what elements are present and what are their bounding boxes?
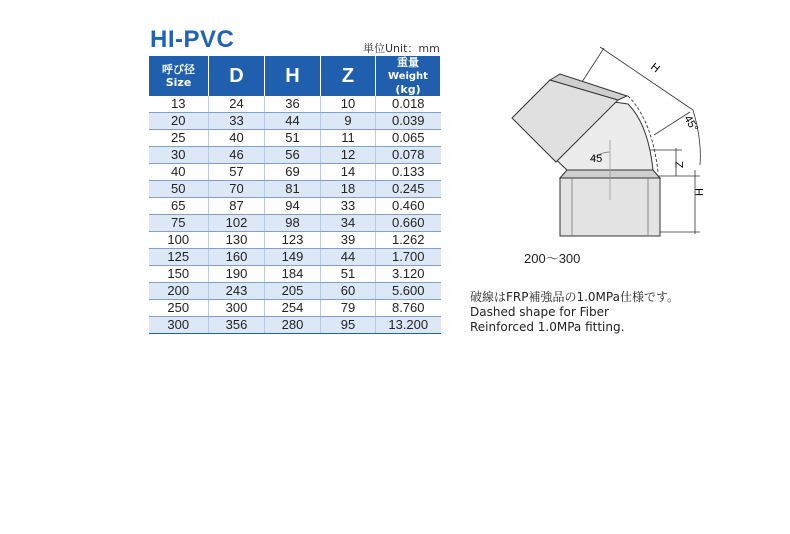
cell-h: 56 — [265, 147, 321, 164]
table-header-row — [149, 56, 441, 96]
table-row — [149, 130, 441, 147]
cell-z: 11 — [321, 130, 376, 147]
header-weight-unit: (kg) — [395, 83, 421, 96]
label-h-top: H — [648, 60, 662, 76]
header-z — [321, 56, 376, 96]
table-row — [149, 198, 441, 215]
cell-weight: 1.262 — [376, 232, 441, 249]
cell-d: 40 — [209, 130, 265, 147]
label-angle-outer: 45° — [681, 113, 701, 134]
cell-h: 254 — [265, 300, 321, 317]
cell-h: 205 — [265, 283, 321, 300]
elbow-45-diagram — [490, 30, 710, 242]
cell-h: 280 — [265, 317, 321, 334]
cell-d: 300 — [209, 300, 265, 317]
cell-size: 30 — [149, 147, 209, 164]
cell-size: 25 — [149, 130, 209, 147]
cell-z: 79 — [321, 300, 376, 317]
table-row — [149, 300, 441, 317]
table-row — [149, 181, 441, 198]
cell-z: 18 — [321, 181, 376, 198]
cell-h: 184 — [265, 266, 321, 283]
header-d — [209, 56, 265, 96]
cell-size: 150 — [149, 266, 209, 283]
cell-d: 190 — [209, 266, 265, 283]
cell-size: 250 — [149, 300, 209, 317]
cell-d: 33 — [209, 113, 265, 130]
size-range-label: 200～300 — [524, 251, 581, 266]
dimension-table — [148, 56, 441, 334]
cell-h: 98 — [265, 215, 321, 232]
header-d-label: D — [229, 64, 244, 87]
cell-z: 10 — [321, 96, 376, 113]
cell-d: 57 — [209, 164, 265, 181]
cell-weight: 0.018 — [376, 96, 441, 113]
table-row — [149, 147, 441, 164]
cell-d: 46 — [209, 147, 265, 164]
cell-z: 14 — [321, 164, 376, 181]
header-h — [265, 56, 321, 96]
cell-weight: 8.760 — [376, 300, 441, 317]
table-row — [149, 164, 441, 181]
cell-h: 69 — [265, 164, 321, 181]
cell-z: 33 — [321, 198, 376, 215]
cell-size: 40 — [149, 164, 209, 181]
cell-weight: 0.133 — [376, 164, 441, 181]
cell-size: 13 — [149, 96, 209, 113]
cell-size: 300 — [149, 317, 209, 334]
cell-weight: 5.600 — [376, 283, 441, 300]
label-z: Z — [674, 161, 686, 168]
label-h-right: H — [694, 188, 706, 196]
cell-d: 70 — [209, 181, 265, 198]
label-angle-inner: 45 — [590, 153, 603, 165]
cell-h: 81 — [265, 181, 321, 198]
cell-size: 200 — [149, 283, 209, 300]
cell-d: 102 — [209, 215, 265, 232]
table-row — [149, 317, 441, 334]
cell-weight: 0.245 — [376, 181, 441, 198]
cell-z: 60 — [321, 283, 376, 300]
cell-weight: 0.078 — [376, 147, 441, 164]
cell-z: 51 — [321, 266, 376, 283]
cell-weight: 0.460 — [376, 198, 441, 215]
cell-weight: 13.200 — [376, 317, 441, 334]
note-en-line1: Dashed shape for Fiber — [470, 305, 609, 319]
ext-line — [580, 48, 604, 85]
cell-weight: 0.660 — [376, 215, 441, 232]
cell-size: 20 — [149, 113, 209, 130]
header-z-label: Z — [341, 64, 355, 87]
cell-d: 356 — [209, 317, 265, 334]
table-row — [149, 266, 441, 283]
cell-d: 160 — [209, 249, 265, 266]
page-title: HI-PVC — [150, 26, 235, 53]
note-en-line2: Reinforced 1.0MPa fitting. — [470, 320, 625, 334]
cell-size: 65 — [149, 198, 209, 215]
header-size — [149, 56, 209, 96]
cell-d: 243 — [209, 283, 265, 300]
cell-z: 34 — [321, 215, 376, 232]
cell-h: 44 — [265, 113, 321, 130]
cell-d: 24 — [209, 96, 265, 113]
header-h-label: H — [285, 64, 300, 87]
fitting-note — [470, 290, 679, 335]
table-row — [149, 96, 441, 113]
cell-z: 95 — [321, 317, 376, 334]
header-weight — [376, 56, 441, 96]
cell-h: 51 — [265, 130, 321, 147]
cell-z: 44 — [321, 249, 376, 266]
table-row — [149, 232, 441, 249]
cell-weight: 3.120 — [376, 266, 441, 283]
table-row — [149, 283, 441, 300]
cell-size: 125 — [149, 249, 209, 266]
cell-h: 94 — [265, 198, 321, 215]
cell-size: 75 — [149, 215, 209, 232]
header-weight-top — [376, 56, 440, 83]
header-weight-en: Weight — [388, 71, 428, 82]
header-weight-jp: 重量 — [397, 56, 419, 69]
cell-d: 87 — [209, 198, 265, 215]
table-row — [149, 215, 441, 232]
table-row — [149, 113, 441, 130]
table-body — [149, 96, 441, 334]
cell-weight: 0.039 — [376, 113, 441, 130]
table-row — [149, 249, 441, 266]
cell-z: 9 — [321, 113, 376, 130]
cell-weight: 1.700 — [376, 249, 441, 266]
header-size-jp: 呼び径 — [162, 63, 195, 76]
cell-d: 130 — [209, 232, 265, 249]
unit-label: 単位Unit：mm — [363, 42, 440, 55]
cell-size: 50 — [149, 181, 209, 198]
cell-size: 100 — [149, 232, 209, 249]
cell-z: 39 — [321, 232, 376, 249]
cell-z: 12 — [321, 147, 376, 164]
cell-h: 36 — [265, 96, 321, 113]
cell-h: 123 — [265, 232, 321, 249]
header-size-en: Size — [165, 76, 192, 89]
cell-weight: 0.065 — [376, 130, 441, 147]
cell-h: 149 — [265, 249, 321, 266]
note-jp: 破線はFRP補強品の1.0MPa仕様です。 — [470, 290, 680, 304]
